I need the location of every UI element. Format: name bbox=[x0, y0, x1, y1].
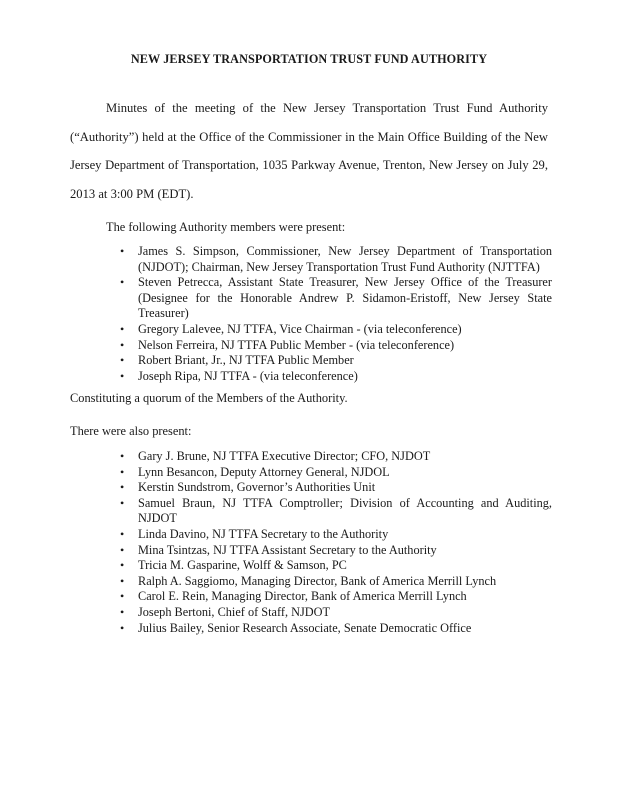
list-item: • Samuel Braun, NJ TTFA Comptroller; Division of Accounting and Auditing, NJDOT bbox=[120, 496, 552, 527]
also-present-heading: There were also present: bbox=[70, 424, 192, 438]
list-item: • Joseph Ripa, NJ TTFA - (via teleconference) bbox=[120, 369, 552, 385]
document-title: NEW JERSEY TRANSPORTATION TRUST FUND AUTHORITY bbox=[130, 52, 488, 66]
list-item: • Ralph A. Saggiomo, Managing Director, Bank of America Merrill Lynch bbox=[120, 574, 552, 590]
list-item: • Joseph Bertoni, Chief of Staff, NJDOT bbox=[120, 605, 552, 621]
list-item: • Tricia M. Gasparine, Wolff & Samson, PC bbox=[120, 558, 552, 574]
list-item: • Nelson Ferreira, NJ TTFA Public Member - (via teleconference) bbox=[120, 338, 552, 354]
also-present-list bbox=[120, 449, 552, 636]
members-list bbox=[120, 244, 552, 384]
list-item: • Gary J. Brune, NJ TTFA Executive Director; CFO, NJDOT bbox=[120, 449, 552, 465]
list-item: • Lynn Besancon, Deputy Attorney General, NJDOL bbox=[120, 465, 552, 481]
list-item: • Steven Petrecca, Assistant State Treasurer, New Jersey Office of the Treasurer (Designee for the Honorable Andrew P. Sidamon-Eristoff, New Jersey State Treasurer) bbox=[120, 275, 552, 322]
list-item: • James S. Simpson, Commissioner, New Jersey Department of Transportation (NJDOT); Chairman, New Jersey Transportation Trust Fund Authority (NJTTFA) bbox=[120, 244, 552, 275]
quorum-statement: Constituting a quorum of the Members of the Authority. bbox=[70, 391, 348, 405]
list-item: • Mina Tsintzas, NJ TTFA Assistant Secretary to the Authority bbox=[120, 543, 552, 559]
list-item: • Julius Bailey, Senior Research Associate, Senate Democratic Office bbox=[120, 621, 552, 637]
list-item: • Gregory Lalevee, NJ TTFA, Vice Chairman - (via teleconference) bbox=[120, 322, 552, 338]
list-item: • Linda Davino, NJ TTFA Secretary to the Authority bbox=[120, 527, 552, 543]
list-item: • Robert Briant, Jr., NJ TTFA Public Member bbox=[120, 353, 552, 369]
members-heading: The following Authority members were present: bbox=[106, 220, 346, 234]
list-item: • Kerstin Sundstrom, Governor’s Authorities Unit bbox=[120, 480, 552, 496]
intro-paragraph: Minutes of the meeting of the New Jersey Transportation Trust Fund Authority (“Authority”) held at the Office of the Commissioner in the Main Office Building of the New Jersey Department of Transportation, 1035 Parkway Avenue, Trenton, New Jersey on July 29, 2013 at 3:00 PM (EDT). bbox=[70, 101, 548, 201]
list-item: • Carol E. Rein, Managing Director, Bank of America Merrill Lynch bbox=[120, 589, 552, 605]
